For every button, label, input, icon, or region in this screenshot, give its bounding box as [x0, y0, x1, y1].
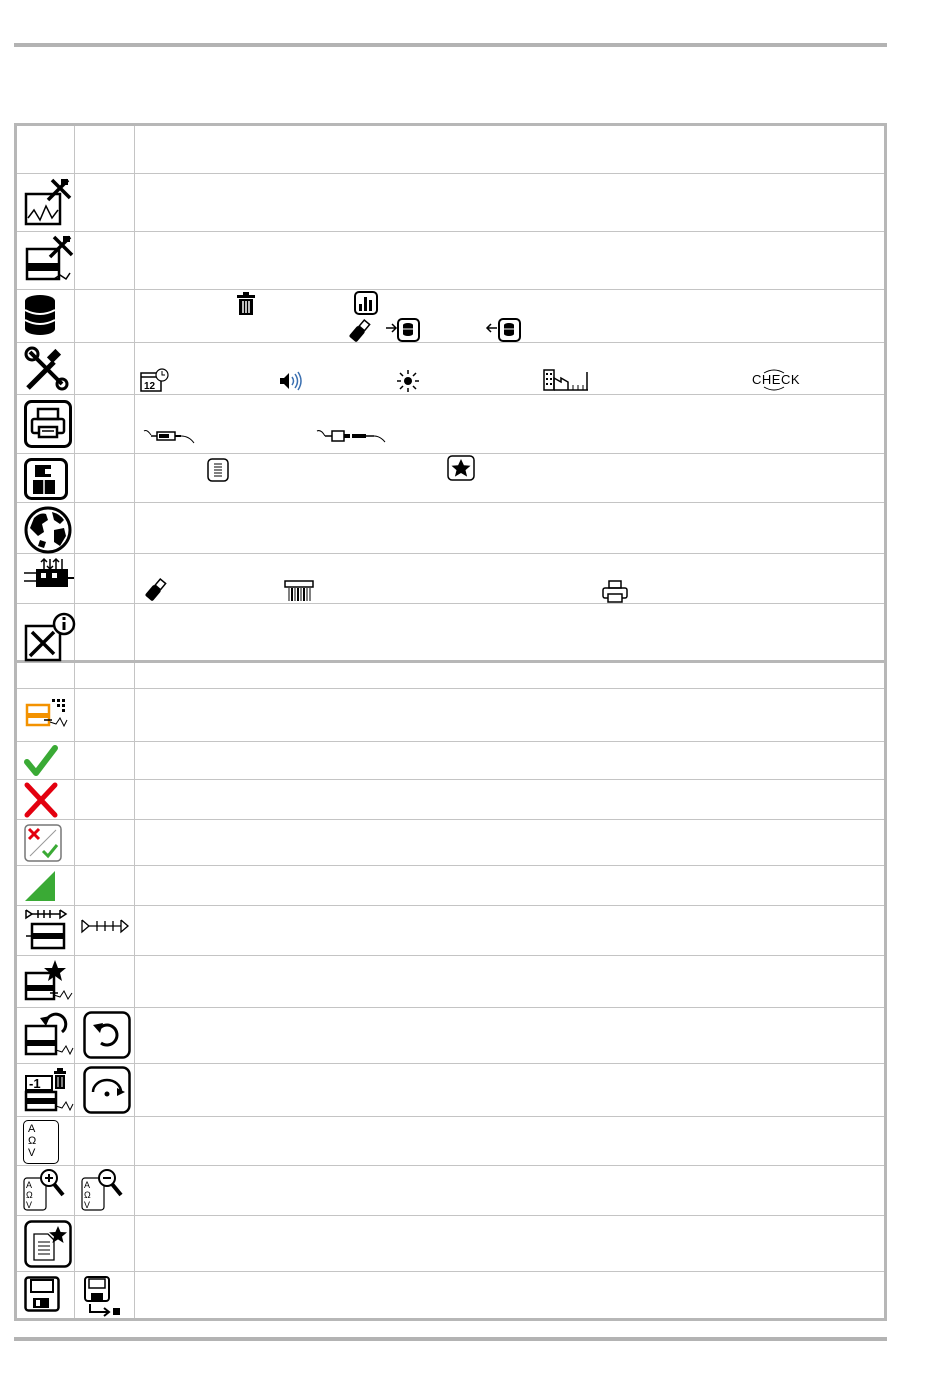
delete-count-text: -1 [29, 1076, 41, 1091]
top-rule [14, 43, 887, 47]
row-divider [17, 1165, 884, 1166]
save-export-icon [84, 1276, 124, 1318]
save-icon [24, 1276, 60, 1312]
row-divider [17, 553, 884, 554]
row-divider [17, 394, 884, 395]
row-divider [17, 905, 884, 906]
sequence-setup-icon [24, 235, 76, 285]
row-divider [17, 688, 884, 689]
zoom-out-range-icon [81, 1168, 123, 1212]
test-result-icon [26, 698, 68, 728]
globe-icon [24, 506, 72, 554]
factory-icon [543, 368, 589, 392]
printer-icon [24, 400, 72, 448]
check-text: CHECK [752, 372, 801, 387]
rotate-button-icon [83, 1066, 131, 1114]
icon-table [14, 123, 887, 1321]
row-divider [17, 502, 884, 503]
settings-tools-icon [24, 346, 70, 392]
range-ohm-label: Ω [28, 1135, 37, 1147]
row-divider [17, 819, 884, 820]
pass-check-icon [24, 745, 58, 777]
column-divider [74, 126, 75, 1318]
sequence-run-icon [24, 908, 68, 950]
cable-socket-icon [316, 428, 386, 444]
row-divider [17, 289, 884, 290]
export-db-icon [487, 318, 521, 342]
row-divider [17, 1116, 884, 1117]
ramp-triangle-icon [24, 870, 56, 902]
usb-stick-icon [348, 319, 372, 343]
row-divider [17, 1007, 884, 1008]
repeat-button-icon [83, 1011, 131, 1059]
row-divider [17, 1215, 884, 1216]
row-divider [17, 453, 884, 454]
usb-stick-icon-2 [144, 578, 168, 602]
check-icon [750, 369, 806, 391]
cable-plug-icon [143, 427, 195, 445]
zoom-in-v-label: V [26, 1200, 33, 1210]
statistics-icon [354, 291, 378, 315]
zoom-out-a-label: A [84, 1180, 91, 1190]
zoom-out-ohm-label: Ω [84, 1190, 91, 1200]
volume-icon [279, 371, 305, 391]
date-time-icon [140, 368, 170, 392]
row-divider [17, 779, 884, 780]
measurement-setup-icon [24, 178, 74, 228]
favorite-doc-icon [24, 1220, 72, 1268]
printer-small-icon [601, 580, 629, 604]
import-db-icon [386, 318, 420, 342]
brightness-icon [396, 369, 420, 393]
pass-fail-icon [24, 824, 62, 862]
zoom-in-ohm-label: Ω [26, 1190, 33, 1200]
range-v-label: V [28, 1147, 36, 1159]
trash-icon [236, 292, 256, 316]
user-icon [24, 458, 68, 500]
favorite-star-icon [447, 455, 475, 481]
column-divider [134, 126, 135, 1318]
row-divider [17, 1063, 884, 1064]
date-text: 12 [144, 381, 156, 392]
row-divider [17, 1271, 884, 1272]
row-divider [17, 173, 884, 174]
sequence-steps-icon [81, 919, 129, 933]
barcode-reader-icon [284, 580, 314, 602]
measuring-range-icon [23, 1120, 59, 1164]
document-list-icon [207, 458, 229, 482]
interfaces-icon [24, 557, 74, 591]
range-a-label: A [28, 1123, 36, 1135]
zoom-out-v-label: V [84, 1200, 91, 1210]
database-icon [24, 294, 58, 336]
section-divider [17, 660, 884, 663]
row-divider [17, 231, 884, 232]
zoom-in-a-label: A [26, 1180, 33, 1190]
favorite-result-icon [24, 959, 74, 1003]
system-info-icon [24, 612, 76, 662]
zoom-in-range-icon [23, 1168, 65, 1212]
row-divider [17, 342, 884, 343]
row-divider [17, 865, 884, 866]
row-divider [17, 741, 884, 742]
delete-last-icon [24, 1068, 74, 1114]
row-divider [17, 603, 884, 604]
fail-cross-icon [24, 782, 58, 818]
repeat-result-icon [24, 1012, 74, 1058]
row-divider [17, 955, 884, 956]
bottom-rule [14, 1337, 887, 1341]
